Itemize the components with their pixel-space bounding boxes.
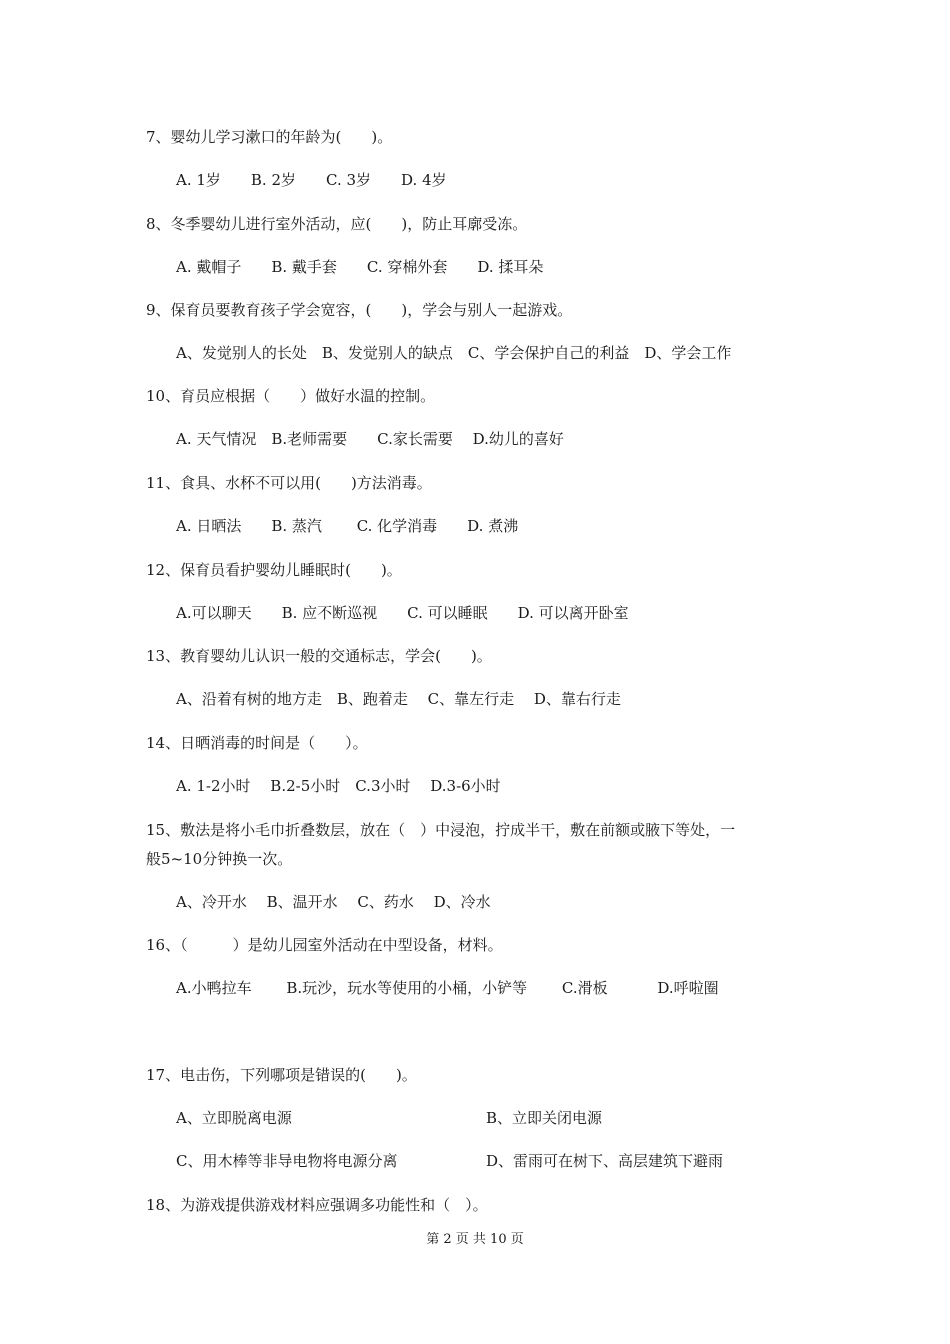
question-7-options: A. 1岁 B. 2岁 C. 3岁 D. 4岁 xyxy=(176,171,447,189)
question-15-options: A、冷开水 B、温开水 C、药水 D、冷水 xyxy=(176,893,491,911)
question-13-options: A、沿着有树的地方走 B、跑着走 C、靠左行走 D、靠右行走 xyxy=(176,690,621,708)
question-8-options: A. 戴帽子 B. 戴手套 C. 穿棉外套 D. 揉耳朵 xyxy=(176,258,544,276)
question-13: 13、教育婴幼儿认识一般的交通标志，学会( )。 xyxy=(146,647,492,665)
question-12-options: A.可以聊天 B. 应不断巡视 C. 可以睡眠 D. 可以离开卧室 xyxy=(176,604,629,622)
question-17-option-b: B、立即关闭电源 xyxy=(486,1109,603,1127)
question-12: 12、保育员看护婴幼儿睡眠时( )。 xyxy=(146,561,402,579)
question-8: 8、冬季婴幼儿进行室外活动，应( )，防止耳廓受冻。 xyxy=(146,215,528,233)
question-10: 10、育员应根据（ ）做好水温的控制。 xyxy=(146,387,436,405)
question-16: 16、（ ）是幼儿园室外活动在中型设备，材料。 xyxy=(146,936,503,954)
question-17-option-c: C、用木棒等非导电物将电源分离 xyxy=(176,1152,398,1170)
question-17: 17、电击伤，下列哪项是错误的( )。 xyxy=(146,1066,417,1084)
question-9: 9、保育员要教育孩子学会宽容，( )，学会与别人一起游戏。 xyxy=(146,301,573,319)
question-9-options: A、发觉别人的长处 B、发觉别人的缺点 C、学会保护自己的利益 D、学会工作 xyxy=(176,344,732,362)
question-14-options: A. 1-2小时 B.2-5小时 C.3小时 D.3-6小时 xyxy=(176,777,501,795)
question-14: 14、日晒消毒的时间是（ ）。 xyxy=(146,734,368,752)
question-17-option-a: A、立即脱离电源 xyxy=(176,1109,292,1127)
question-15-continued: 般5~10分钟换一次。 xyxy=(146,850,293,868)
question-16-options: A.小鸭拉车 B.玩沙，玩水等使用的小桶，小铲等 C.滑板 D.呼啦圈 xyxy=(176,979,719,997)
question-15: 15、敷法是将小毛巾折叠数层，放在（ ）中浸泡，拧成半干，敷在前额或腋下等处，一 xyxy=(146,821,736,839)
question-18: 18、为游戏提供游戏材料应强调多功能性和（ ）。 xyxy=(146,1196,488,1214)
question-11-options: A. 日晒法 B. 蒸汽 C. 化学消毒 D. 煮沸 xyxy=(176,517,519,535)
page-footer: 第 2 页 共 10 页 xyxy=(426,1232,524,1247)
question-11: 11、食具、水杯不可以用( )方法消毒。 xyxy=(146,474,432,492)
question-17-option-d: D、雷雨可在树下、高层建筑下避雨 xyxy=(486,1152,724,1170)
question-10-options: A. 天气情况 B.老师需要 C.家长需要 D.幼儿的喜好 xyxy=(176,430,564,448)
question-7: 7、婴幼儿学习漱口的年龄为( )。 xyxy=(146,128,393,146)
